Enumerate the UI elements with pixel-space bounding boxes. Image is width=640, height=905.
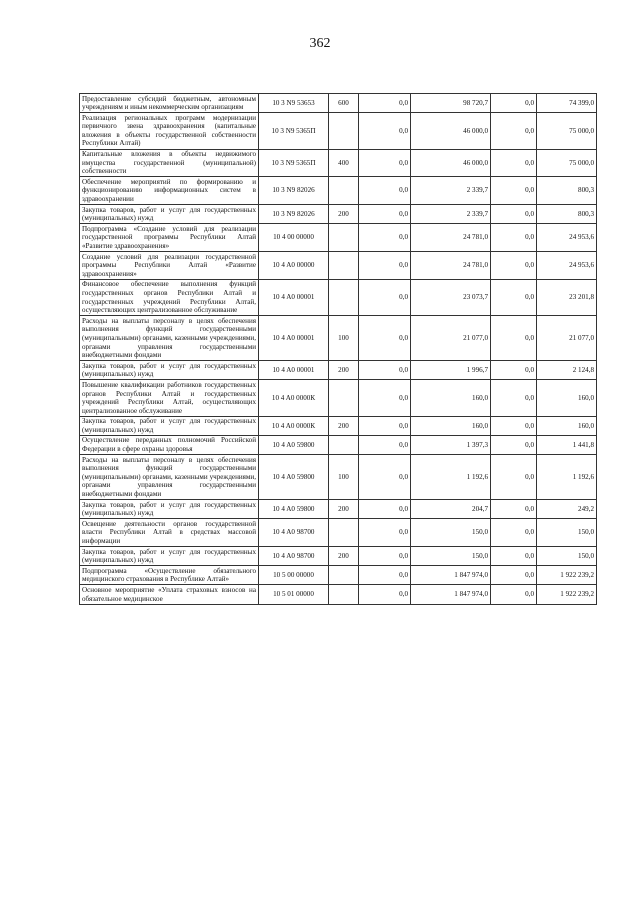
target-code-cell: 10 4 A0 59800 bbox=[259, 500, 329, 519]
amount-cell: 0,0 bbox=[491, 585, 537, 604]
expense-type-cell bbox=[329, 435, 359, 454]
expense-name-cell: Закупка товаров, работ и услуг для государственных (муниципальных) нужд bbox=[80, 547, 259, 566]
table-row bbox=[80, 316, 597, 361]
expense-type-cell bbox=[329, 113, 359, 149]
expense-name-cell: Закупка товаров, работ и услуг для государственных (муниципальных) нужд bbox=[80, 416, 259, 435]
target-code-cell: 10 4 A0 98700 bbox=[259, 547, 329, 566]
amount-cell: 21 077,0 bbox=[411, 316, 491, 361]
amount-cell: 0,0 bbox=[491, 149, 537, 177]
amount-cell: 0,0 bbox=[359, 177, 411, 205]
target-code-cell: 10 4 A0 0000К bbox=[259, 380, 329, 416]
expense-name-cell: Подпрограмма «Создание условий для реализации государственной программы Республики Алтай «Развитие здравоохранения» bbox=[80, 224, 259, 252]
target-code-cell: 10 4 A0 00000 bbox=[259, 252, 329, 280]
amount-cell: 0,0 bbox=[491, 435, 537, 454]
amount-cell: 0,0 bbox=[491, 205, 537, 224]
amount-cell: 800,3 bbox=[537, 205, 597, 224]
amount-cell: 0,0 bbox=[359, 252, 411, 280]
amount-cell: 0,0 bbox=[491, 279, 537, 315]
target-code-cell: 10 4 A0 98700 bbox=[259, 519, 329, 547]
amount-cell: 1 996,7 bbox=[411, 361, 491, 380]
expense-name-cell: Финансовое обеспечение выполнения функций государственных органов Республики Алтай и государственных учреждений Республики Алтай, осуществляющих централизованное обслуживание bbox=[80, 279, 259, 315]
amount-cell: 75 000,0 bbox=[537, 149, 597, 177]
amount-cell: 46 000,0 bbox=[411, 113, 491, 149]
target-code-cell: 10 3 N9 82026 bbox=[259, 177, 329, 205]
amount-cell: 0,0 bbox=[491, 316, 537, 361]
expense-type-cell: 100 bbox=[329, 316, 359, 361]
amount-cell: 2 339,7 bbox=[411, 177, 491, 205]
amount-cell: 150,0 bbox=[537, 519, 597, 547]
amount-cell: 0,0 bbox=[359, 224, 411, 252]
expense-name-cell: Обеспечение мероприятий по формированию и функционированию информационных систем в здравоохранении bbox=[80, 177, 259, 205]
amount-cell: 0,0 bbox=[359, 547, 411, 566]
amount-cell: 1 192,6 bbox=[411, 455, 491, 500]
table-row bbox=[80, 416, 597, 435]
target-code-cell: 10 4 A0 00001 bbox=[259, 361, 329, 380]
expense-type-cell: 400 bbox=[329, 149, 359, 177]
expense-type-cell: 200 bbox=[329, 547, 359, 566]
amount-cell: 0,0 bbox=[359, 113, 411, 149]
expense-type-cell: 200 bbox=[329, 416, 359, 435]
amount-cell: 0,0 bbox=[359, 94, 411, 113]
amount-cell: 150,0 bbox=[411, 519, 491, 547]
table-row bbox=[80, 519, 597, 547]
page-number: 362 bbox=[309, 36, 331, 51]
amount-cell: 0,0 bbox=[491, 500, 537, 519]
target-code-cell: 10 5 01 00000 bbox=[259, 585, 329, 604]
amount-cell: 0,0 bbox=[359, 416, 411, 435]
budget-table-body bbox=[80, 94, 597, 605]
target-code-cell: 10 3 N9 82026 bbox=[259, 205, 329, 224]
expense-type-cell: 200 bbox=[329, 500, 359, 519]
expense-name-cell: Реализация региональных программ модернизации первичного звена здравоохранения (капитальные вложения в объекты государственной собственности Республики Алтай) bbox=[80, 113, 259, 149]
expense-name-cell: Создание условий для реализации государственной программы Республики Алтай «Развитие здравоохранения» bbox=[80, 252, 259, 280]
table-row bbox=[80, 177, 597, 205]
amount-cell: 0,0 bbox=[491, 566, 537, 585]
amount-cell: 1 192,6 bbox=[537, 455, 597, 500]
target-code-cell: 10 4 A0 0000К bbox=[259, 416, 329, 435]
target-code-cell: 10 3 N9 5365П bbox=[259, 149, 329, 177]
budget-table bbox=[79, 93, 597, 605]
target-code-cell: 10 4 A0 00001 bbox=[259, 279, 329, 315]
amount-cell: 1 922 239,2 bbox=[537, 585, 597, 604]
amount-cell: 74 399,0 bbox=[537, 94, 597, 113]
expense-type-cell bbox=[329, 224, 359, 252]
expense-name-cell: Закупка товаров, работ и услуг для государственных (муниципальных) нужд bbox=[80, 361, 259, 380]
amount-cell: 98 720,7 bbox=[411, 94, 491, 113]
expense-name-cell: Освещение деятельности органов государственной власти Республики Алтай в средствах массовой информации bbox=[80, 519, 259, 547]
amount-cell: 160,0 bbox=[537, 380, 597, 416]
amount-cell: 0,0 bbox=[359, 585, 411, 604]
amount-cell: 0,0 bbox=[359, 500, 411, 519]
expense-type-cell bbox=[329, 279, 359, 315]
amount-cell: 160,0 bbox=[537, 416, 597, 435]
table-row bbox=[80, 94, 597, 113]
expense-name-cell: Осуществление переданных полномочий Российской Федерации в сфере охраны здоровья bbox=[80, 435, 259, 454]
target-code-cell: 10 3 N9 53653 bbox=[259, 94, 329, 113]
table-row bbox=[80, 149, 597, 177]
amount-cell: 24 953,6 bbox=[537, 224, 597, 252]
table-row bbox=[80, 252, 597, 280]
table-row bbox=[80, 435, 597, 454]
target-code-cell: 10 5 00 00000 bbox=[259, 566, 329, 585]
amount-cell: 21 077,0 bbox=[537, 316, 597, 361]
amount-cell: 0,0 bbox=[359, 380, 411, 416]
expense-name-cell: Закупка товаров, работ и услуг для государственных (муниципальных) нужд bbox=[80, 500, 259, 519]
amount-cell: 0,0 bbox=[359, 205, 411, 224]
expense-name-cell: Расходы на выплаты персоналу в целях обеспечения выполнения функций государственными (муниципальными) органами, казенными учреждениями, органами управления государственными внебюджетными фондами bbox=[80, 316, 259, 361]
amount-cell: 0,0 bbox=[359, 149, 411, 177]
expense-type-cell bbox=[329, 566, 359, 585]
amount-cell: 0,0 bbox=[491, 361, 537, 380]
expense-type-cell bbox=[329, 252, 359, 280]
target-code-cell: 10 4 00 00000 bbox=[259, 224, 329, 252]
expense-name-cell: Повышение квалификации работников государственных органов Республики Алтай и государственных учреждений Республики Алтай, осуществляющих централизованное обслуживание bbox=[80, 380, 259, 416]
amount-cell: 249,2 bbox=[537, 500, 597, 519]
amount-cell: 0,0 bbox=[491, 224, 537, 252]
expense-type-cell bbox=[329, 585, 359, 604]
amount-cell: 0,0 bbox=[491, 94, 537, 113]
amount-cell: 0,0 bbox=[359, 316, 411, 361]
amount-cell: 0,0 bbox=[491, 455, 537, 500]
target-code-cell: 10 4 A0 59800 bbox=[259, 435, 329, 454]
amount-cell: 160,0 bbox=[411, 416, 491, 435]
amount-cell: 23 073,7 bbox=[411, 279, 491, 315]
amount-cell: 1 922 239,2 bbox=[537, 566, 597, 585]
expense-type-cell bbox=[329, 519, 359, 547]
table-row bbox=[80, 566, 597, 585]
table-row bbox=[80, 361, 597, 380]
amount-cell: 0,0 bbox=[359, 279, 411, 315]
amount-cell: 0,0 bbox=[359, 455, 411, 500]
target-code-cell: 10 3 N9 5365П bbox=[259, 113, 329, 149]
table-row bbox=[80, 455, 597, 500]
amount-cell: 24 781,0 bbox=[411, 224, 491, 252]
amount-cell: 1 847 974,0 bbox=[411, 585, 491, 604]
amount-cell: 1 441,8 bbox=[537, 435, 597, 454]
amount-cell: 150,0 bbox=[537, 547, 597, 566]
expense-name-cell: Капитальные вложения в объекты недвижимого имущества государственной (муниципальной) собственности bbox=[80, 149, 259, 177]
amount-cell: 0,0 bbox=[491, 416, 537, 435]
amount-cell: 0,0 bbox=[359, 435, 411, 454]
amount-cell: 24 781,0 bbox=[411, 252, 491, 280]
amount-cell: 204,7 bbox=[411, 500, 491, 519]
amount-cell: 0,0 bbox=[359, 566, 411, 585]
expense-type-cell: 600 bbox=[329, 94, 359, 113]
expense-type-cell: 100 bbox=[329, 455, 359, 500]
target-code-cell: 10 4 A0 59800 bbox=[259, 455, 329, 500]
amount-cell: 0,0 bbox=[491, 113, 537, 149]
amount-cell: 46 000,0 bbox=[411, 149, 491, 177]
expense-type-cell bbox=[329, 177, 359, 205]
amount-cell: 23 201,8 bbox=[537, 279, 597, 315]
expense-type-cell: 200 bbox=[329, 361, 359, 380]
expense-type-cell bbox=[329, 380, 359, 416]
amount-cell: 0,0 bbox=[491, 177, 537, 205]
expense-name-cell: Подпрограмма «Осуществление обязательного медицинского страхования в Республике Алтай» bbox=[80, 566, 259, 585]
table-row bbox=[80, 205, 597, 224]
table-row bbox=[80, 547, 597, 566]
expense-name-cell: Предоставление субсидий бюджетным, автономным учреждениям и иным некоммерческим организациям bbox=[80, 94, 259, 113]
amount-cell: 0,0 bbox=[491, 380, 537, 416]
expense-name-cell: Основное мероприятие «Уплата страховых взносов на обязательное медицинское bbox=[80, 585, 259, 604]
amount-cell: 800,3 bbox=[537, 177, 597, 205]
amount-cell: 1 397,3 bbox=[411, 435, 491, 454]
table-row bbox=[80, 500, 597, 519]
table-row bbox=[80, 585, 597, 604]
table-row bbox=[80, 279, 597, 315]
amount-cell: 0,0 bbox=[359, 519, 411, 547]
amount-cell: 24 953,6 bbox=[537, 252, 597, 280]
amount-cell: 2 124,8 bbox=[537, 361, 597, 380]
amount-cell: 0,0 bbox=[491, 547, 537, 566]
table-row bbox=[80, 380, 597, 416]
amount-cell: 2 339,7 bbox=[411, 205, 491, 224]
amount-cell: 1 847 974,0 bbox=[411, 566, 491, 585]
expense-name-cell: Закупка товаров, работ и услуг для государственных (муниципальных) нужд bbox=[80, 205, 259, 224]
amount-cell: 75 000,0 bbox=[537, 113, 597, 149]
amount-cell: 150,0 bbox=[411, 547, 491, 566]
table-row bbox=[80, 113, 597, 149]
amount-cell: 160,0 bbox=[411, 380, 491, 416]
amount-cell: 0,0 bbox=[491, 519, 537, 547]
target-code-cell: 10 4 A0 00001 bbox=[259, 316, 329, 361]
amount-cell: 0,0 bbox=[491, 252, 537, 280]
expense-name-cell: Расходы на выплаты персоналу в целях обеспечения выполнения функций государственными (муниципальными) органами, казенными учреждениями, органами управления государственными внебюджетными фондами bbox=[80, 455, 259, 500]
table-row bbox=[80, 224, 597, 252]
amount-cell: 0,0 bbox=[359, 361, 411, 380]
expense-type-cell: 200 bbox=[329, 205, 359, 224]
